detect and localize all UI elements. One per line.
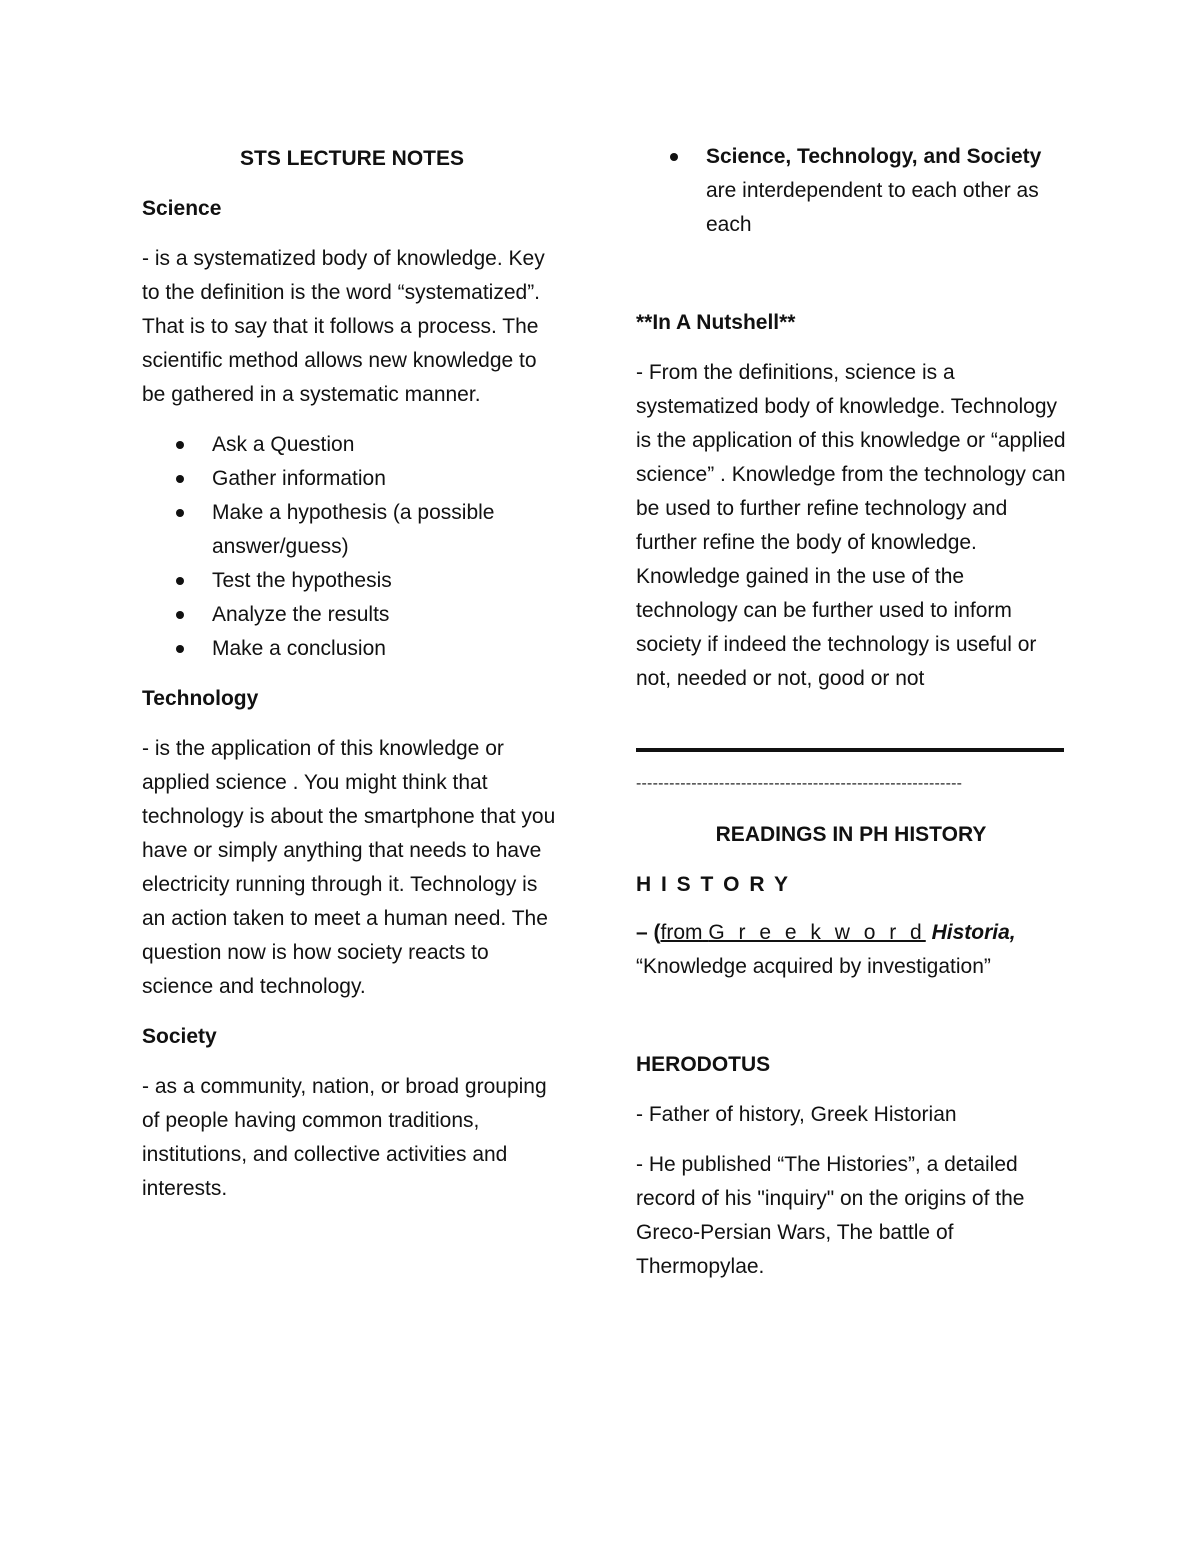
herodotus-line1: - Father of history, Greek Historian [636, 1103, 957, 1126]
left-column [142, 140, 562, 1222]
list-item: Gather information [212, 462, 562, 496]
history-from: from [660, 921, 703, 944]
nutshell-heading: **In A Nutshell** [636, 311, 796, 334]
horizontal-rule [636, 748, 1064, 752]
list-item: Make a conclusion [212, 632, 562, 666]
technology-heading: Technology [142, 687, 259, 710]
right-column [636, 140, 1066, 1284]
society-definition: - as a community, nation, or broad grouping of people having common traditions, institutions, and collective activities and interests. [142, 1075, 547, 1200]
science-heading: Science [142, 197, 222, 220]
history-line [636, 916, 1066, 950]
science-definition: - is a systematized body of knowledge. Key to the definition is the word “systematized”. That is to say that it follows a process. The scientific method allows new knowledge to be gathered in a systematic manner. [142, 247, 545, 406]
dashed-divider: ----------------------------------------------------------- [636, 775, 963, 792]
list-item: Ask a Question [212, 428, 562, 462]
list-item: Make a hypothesis (a possible answer/guess) [212, 496, 562, 564]
herodotus-line2: - He published “The Histories”, a detailed record of his "inquiry" on the origins of the Greco-Persian Wars, The battle of Thermopylae. [636, 1153, 1025, 1278]
herodotus-heading: HERODOTUS [636, 1053, 771, 1076]
history-greek-word: G r e e k w o r d [708, 921, 926, 944]
history-prefix: – ( [636, 921, 661, 944]
page-title: STS LECTURE NOTES [239, 147, 465, 170]
list-item [706, 140, 1066, 242]
list-item: Test the hypothesis [212, 564, 562, 598]
history-heading: H I S T O R Y [636, 873, 790, 896]
sts-bullet-text: are interdependent to each other as each [706, 179, 1039, 236]
list-item: Analyze the results [212, 598, 562, 632]
readings-title: READINGS IN PH HISTORY [715, 823, 987, 846]
society-heading: Society [142, 1025, 217, 1048]
nutshell-text: - From the definitions, science is a systematized body of knowledge. Technology is the application of this knowledge or “applied science” . Knowledge from the technology can be used to further refine technology and further refine the body of knowledge. Knowledge gained in the use of the technology can be further used to inform society if indeed the technology is useful or not, needed or not, good or not [636, 361, 1066, 690]
technology-definition: - is the application of this knowledge or applied science . You might think that technology is about the smartphone that you have or simply anything that needs to have electricity running through it. Technology is an action taken to meet a human need. The question now is how society reacts to science and technology. [142, 737, 556, 998]
sts-bullet-bold: Science, Technology, and Society [706, 145, 1042, 168]
scientific-method-list [142, 428, 562, 666]
history-meaning: “Knowledge acquired by investigation” [636, 955, 991, 978]
history-historia: Historia, [931, 921, 1016, 944]
sts-bullet-list [636, 140, 1066, 242]
